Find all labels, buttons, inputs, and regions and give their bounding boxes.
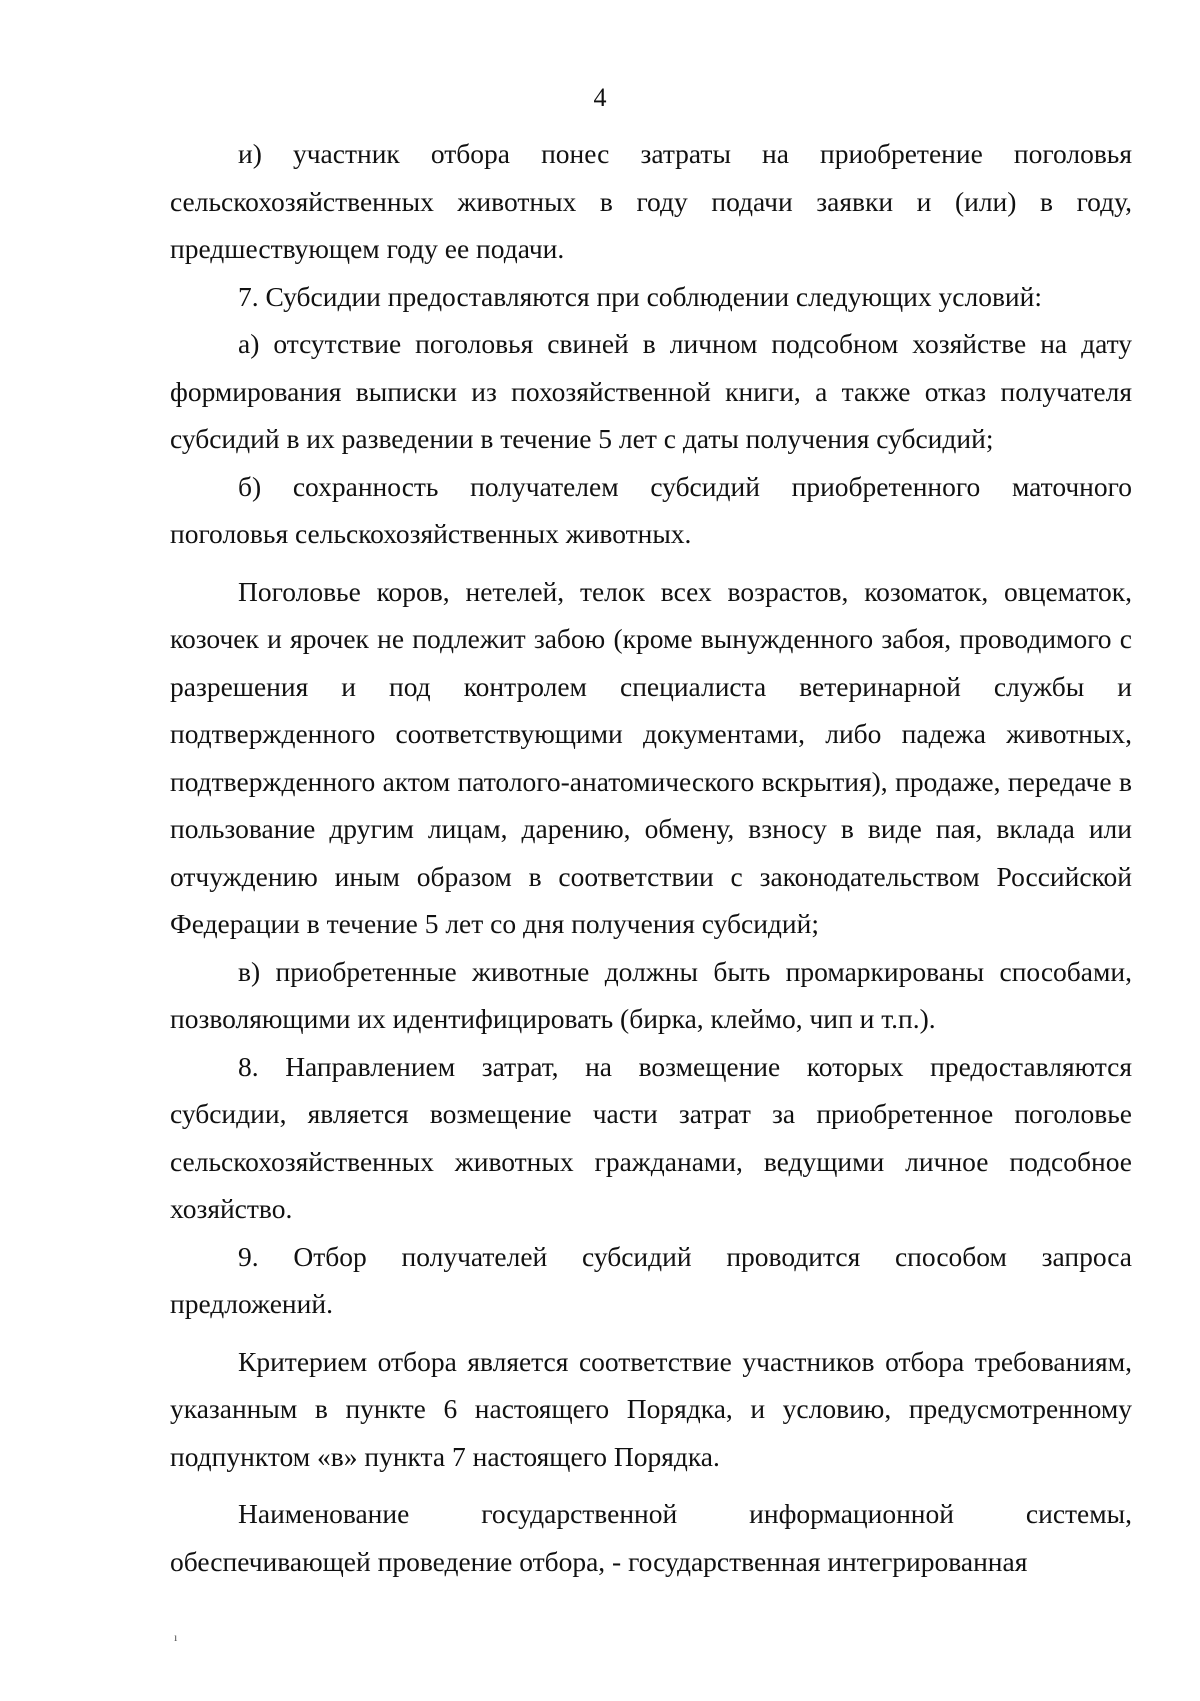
- paragraph-item-v: в) приобретенные животные должны быть промаркированы способами, позволяющими их идентифицировать (бирка, клеймо, чип и т.п.).: [170, 955, 1132, 1034]
- document-body: [170, 130, 1132, 1585]
- paragraph-item-a: а) отсутствие поголовья свиней в личном подсобном хозяйстве на дату формирования выписки из похозяйственной книги, а также отказ получателя субсидий в их разведении в течение 5 лет с даты получения субсидий;: [170, 328, 1132, 454]
- scan-mark: ı: [174, 1630, 178, 1644]
- paragraph-item-9: 9. Отбор получателей субсидий проводится способом запроса предложений.: [170, 1240, 1132, 1319]
- paragraph-item-b: б) сохранность получателем субсидий приобретенного маточного поголовья сельскохозяйственных животных.: [170, 470, 1132, 549]
- paragraph-item-8: 8. Направлением затрат, на возмещение которых предоставляются субсидии, является возмещение части затрат за приобретенное поголовье сельскохозяйственных животных гражданами, ведущими личное подсобное хозяйство.: [170, 1050, 1132, 1224]
- paragraph-item-i: и) участник отбора понес затраты на приобретение поголовья сельскохозяйственных животных в году подачи заявки и (или) в году, предшествующем году ее подачи.: [170, 138, 1132, 264]
- paragraph-item-7: 7. Субсидии предоставляются при соблюдении следующих условий:: [238, 280, 1042, 312]
- paragraph-information-system: Наименование государственной информационной системы, обеспечивающей проведение отбора, - государственная интегрированная: [170, 1498, 1132, 1577]
- paragraph-selection-criteria: Критерием отбора является соответствие участников отбора требованиям, указанным в пункте 6 настоящего Порядка, и условию, предусмотренному подпунктом «в» пункта 7 настоящего Порядка.: [170, 1345, 1132, 1472]
- page-number: 4: [593, 83, 607, 112]
- paragraph-livestock-restrictions: Поголовье коров, нетелей, телок всех возрастов, козоматок, овцематок, козочек и ярочек не подлежит забою (кроме вынужденного забоя, проводимого с разрешения и под контролем специалиста ветеринарной службы и подтвержденного соответствующими документами, либо падежа животных, подтвержденного актом патолого-анатомического вскрытия), продаже, передаче в пользование другим лицам, дарению, обмену, взносу в виде пая, вклада или отчуждению иным образом в соответствии с законодательством Российской Федерации в течение 5 лет со дня получения субсидий;: [170, 575, 1132, 939]
